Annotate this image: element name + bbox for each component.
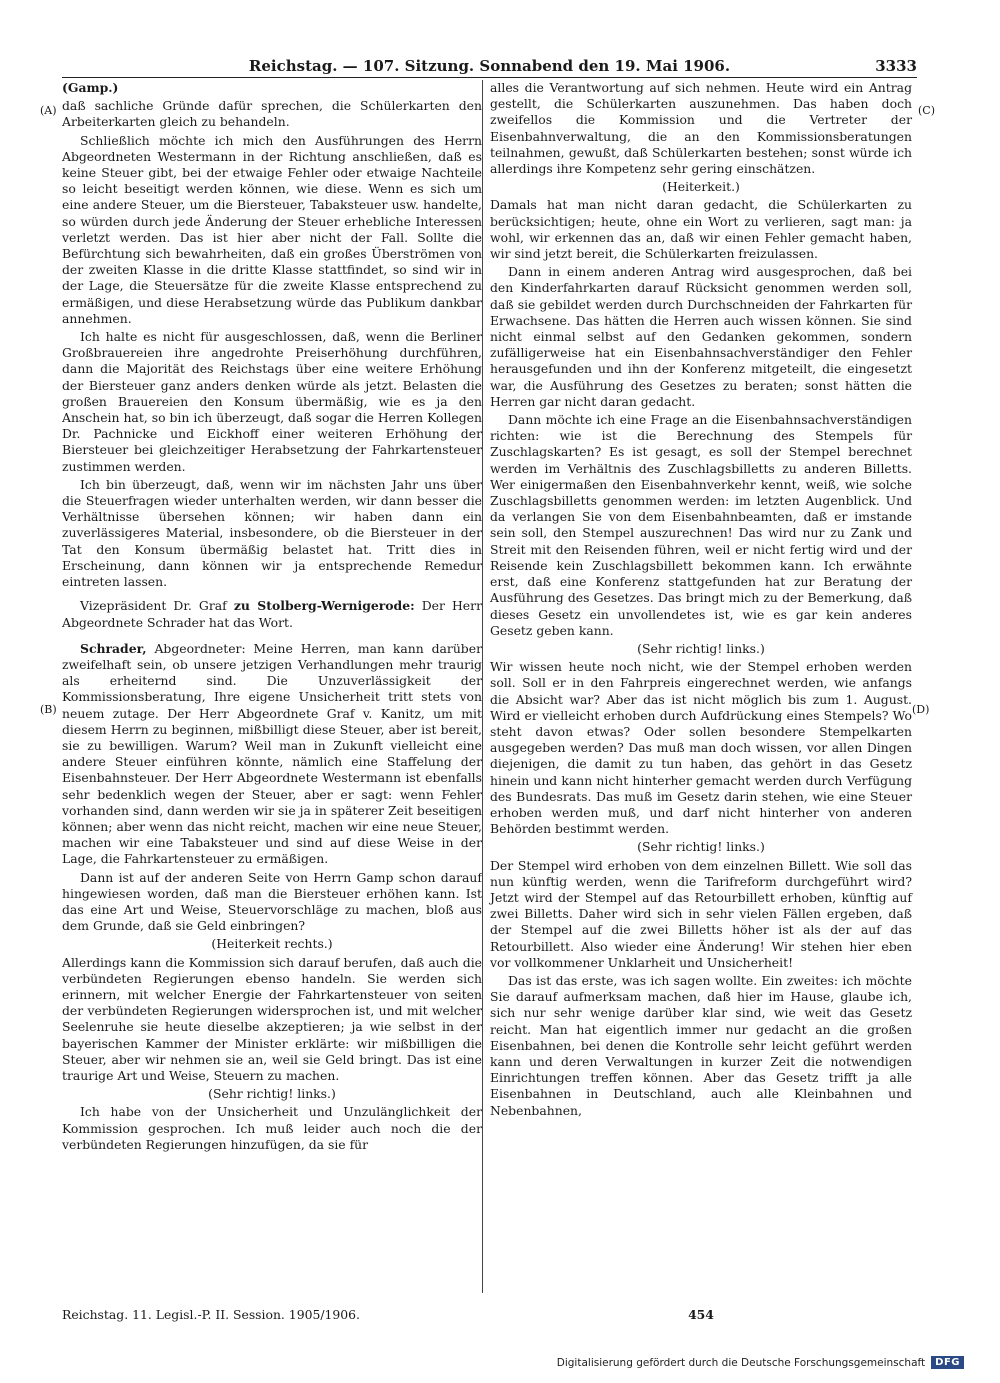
paragraph: daß sachliche Gründe dafür sprechen, die Schülerkarten den Arbeiterkarten gleich zu behandeln. bbox=[62, 98, 482, 130]
paragraph: alles die Verantwortung auf sich nehmen. Heute wird ein Antrag gestellt, die Schülerkarten auszunehmen. Das haben doch zweifellos die Kommission und die Vertreter der Eisenbahnverwaltung, die an den Kommissionsberatungen teilnahmen, gewußt, daß Schülerkarten bestehen; sonst würde ich allerdings ihre Kompetenz sehr gering einschätzen. bbox=[490, 80, 912, 177]
paragraph: Schließlich möchte ich mich den Ausführungen des Herrn Abgeordneten Westermann in der Richtung anschließen, daß es keine Steuer gibt, bei der etwaige Fehler oder etwaige Nachteile so leicht beseitigt werden können, wie diese. Wenn es sich um eine andere Steuer, um die Biersteuer, Tabaksteuer usw. handelte, so würden durch jede Änderung der Steuer erhebliche Interessen verletzt werden. Das ist hier aber nicht der Fall. Sollte die Befürchtung sich bewahrheiten, daß ein großes Überströmen von der zweiten Klasse in die dritte Klasse stattfindet, so sind wir in der Lage, die Steuersätze für die zweite Klasse entsprechend zu ermäßigen, und diese Herabsetzung würde das Publikum dankbar annehmen. bbox=[62, 132, 482, 326]
footer-page-number: 454 bbox=[688, 1307, 714, 1322]
left-column bbox=[62, 80, 482, 1155]
interjection: (Sehr richtig! links.) bbox=[637, 839, 765, 855]
dfg-logo-icon: DFG bbox=[931, 1356, 964, 1369]
interjection: (Heiterkeit.) bbox=[662, 179, 740, 195]
speech-text: Abgeordneter: Meine Herren, man kann darüber zweifelhaft sein, ob unsere jetzigen Verhandlungen mehr traurig als erheiternd sind. Die Unzuverlässigkeit der Kommissionsberatung, Ihre eigene Unsicherheit tritt stets von neuem zutage. Der Herr Abgeordnete Graf v. Kanitz, um mit diesem Herrn zu beginnen, mißbilligt diese Steuer, aber ist bereit, sie zu bewilligen. Warum? Weil man in Zukunft vielleicht eine andere Steuer einführen könnte, nämlich eine Staffelung der Eisenbahnsteuer. Der Herr Abgeordnete Westermann ist ebenfalls sehr bedenklich wegen der Steuer, aber er sagt: wenn Fehler vorhanden sind, dann werden wir sie ja in späterer Zeit beseitigen können; aber wenn das nicht reicht, machen wir eine neue Steuer, machen wir eine Tabaksteuer und sind auf diese Weise in der Lage, die Fahrkartensteuer zu ermäßigen. bbox=[62, 640, 482, 867]
page-header bbox=[62, 55, 917, 77]
margin-marker-a: (A) bbox=[40, 104, 57, 117]
paragraph: Ich bin überzeugt, daß, wenn wir im nächsten Jahr uns über die Steuerfragen wieder unterhalten werden, wir dann besser die Verhältnisse übersehen können; wir haben dann ein zuverlässigeres Material, insbesondere, ob die Biersteuer in der Tat den Konsum übermäßig belastet hat. Tritt dies in Erscheinung, dann können wir ja entsprechende Remedur eintreten lassen. bbox=[62, 476, 482, 590]
paragraph: Ich halte es nicht für ausgeschlossen, daß, wenn die Berliner Großbrauereien ihre angedrohte Preiserhöhung durchführen, dann die Majorität des Reichstags über eine weitere Erhöhung der Biersteuer ganz anders denken würde als jetzt. Belasten die großen Brauereien den Konsum übermäßig, wie es ja den Anschein hat, so bin ich überzeugt, daß sogar die Herren Kollegen Dr. Pachnicke und Eickhoff einer weiteren Erhöhung der Biersteuer bei gleichzeitiger Herabsetzung der Fahrkartensteuer zustimmen werden. bbox=[62, 329, 482, 474]
vp-prefix: Vizepräsident Dr. Graf bbox=[80, 598, 234, 614]
paragraph: Das ist das erste, was ich sagen wollte. Ein zweites: ich möchte Sie darauf aufmerksam machen, daß hier im Hause, glaube ich, sich nur sehr wenige darüber klar sind, wie weit das Gesetz reicht. Man hat eigentlich immer nur gedacht an die großen Eisenbahnen, bei denen die Kontrolle sehr leicht geführt werden kann und deren Verwaltungen in kurzer Zeit die notwendigen Einrichtungen treffen können. Aber das Gesetz trifft ja alle Eisenbahnen in Deutschland, auch alle Kleinbahnen und Nebenbahnen, bbox=[490, 972, 912, 1118]
header-title: Reichstag. — 107. Sitzung. Sonnabend den 19. Mai 1906. bbox=[248, 57, 731, 75]
margin-marker-c: (C) bbox=[918, 104, 935, 117]
vp-text: Der Herr Abgeordnete Schrader hat das Wort. bbox=[62, 598, 482, 630]
header-page-number: 3333 bbox=[875, 57, 917, 75]
page-footer: Reichstag. 11. Legisl.-P. II. Session. 1905/1906. bbox=[62, 1307, 360, 1322]
vp-name: zu Stolberg-Wernigerode: bbox=[233, 598, 415, 614]
column-divider bbox=[482, 80, 483, 1293]
schrader-speech bbox=[62, 641, 482, 868]
right-column bbox=[490, 80, 912, 1121]
paragraph: Wir wissen heute noch nicht, wie der Stempel erhoben werden soll. Soll er in den Fahrpreis eingerechnet werden, wie anfangs die Absicht war? Aber das ist nicht möglich bis zum 1. August. Wird er vielleicht erhoben durch Aufdrückung eines Stempels? Wo steht davon etwas? Oder sollen besondere Stempelkarten ausgegeben werden? Das muß man doch wissen, vor allen Dingen diejenigen, die damit zu tun haben, das gehört in das Gesetz hinein und kann nicht hinterher gemacht werden durch Verfügung des Bundesrats. Das muß im Gesetz darin stehen, wie eine Steuer erhoben werden muß, und darf nicht hinterher von anderen Behörden bestimmt werden. bbox=[490, 659, 912, 837]
interjection: (Sehr richtig! links.) bbox=[208, 1086, 336, 1102]
paragraph: Allerdings kann die Kommission sich darauf berufen, daß auch die verbündeten Regierungen ebenso handeln. Sie werden sich erinnern, mit welcher Energie der Fahrkartensteuer von seiten der verbündeten Regierungen widersprochen ist, und mit welcher Seelenruhe sie heute dieselbe akzeptieren; ja wie selbst in der bayerischen Kammer der Minister erklärte: wir mißbilligen die Steuer, aber wir nehmen sie an, weil sie Geld bringt. Das ist eine traurige Art und Weise, Steuern zu machen. bbox=[62, 954, 482, 1083]
interjection: (Sehr richtig! links.) bbox=[637, 640, 765, 656]
paragraph: Dann ist auf der anderen Seite von Herrn Gamp schon darauf hingewiesen worden, daß man die Biersteuer erhöhen kann. Ist das eine Art und Weise, Steuervorschläge zu machen, bloß aus dem Grunde, daß sie Geld einbringen? bbox=[62, 869, 482, 934]
paragraph: Ich habe von der Unsicherheit und Unzulänglichkeit der Kommission gesprochen. Ich muß leider auch noch die der verbündeten Regierungen hinzufügen, da sie für bbox=[62, 1104, 482, 1152]
speaker-name: Schrader, bbox=[80, 640, 147, 656]
digitization-credit bbox=[557, 1356, 964, 1369]
paragraph: Der Stempel wird erhoben von dem einzelnen Billett. Wie soll das nun künftig werden, wenn die Tarifreform durchgeführt wird? Jetzt wird der Stempel auf das Retourbillett erhoben, künftig auf zwei Billetts. Daher wird sich in sehr vielen Fällen ergeben, daß der Stempel auf die zwei Billetts höher ist als der auf das Retourbillett. Also wieder eine Änderung! Wir stehen hier eben vor vollkommener Unklarheit und Unsicherheit! bbox=[490, 857, 912, 970]
margin-marker-b: (B) bbox=[40, 703, 57, 716]
paragraph: Dann möchte ich eine Frage an die Eisenbahnsachverständigen richten: wie ist die Berechnung des Stempels für Zuschlagskarten? Es ist gesagt, es soll der Stempel berechnet werden im Verhältnis des Zuschlagsbilletts zu anderen Billetts. Wer einigermaßen den Eisenbahnverkehr kennt, weiß, wie solche Zuschlagsbilletts genommen werden: im letzten Augenblick. Und da verlangen Sie von dem Eisenbahnbeamten, daß er imstande sein soll, den Stempel auszurechnen! Das wird nur zu Zank und Streit mit den Reisenden führen, weil er nicht fertig wird und der Reisende kein Zuschlagsbillett bekommen kann. Ich erwähnte erst, daß eine Konferenz stattgefunden hat zur Beratung der Ausführung des Gesetzes. Das bringt mich zu der Bemerkung, daß dieses Gesetz ein unvollendetes ist, wie es gar kein anderes Gesetz geben kann. bbox=[490, 412, 912, 638]
interjection: (Heiterkeit rechts.) bbox=[211, 936, 333, 952]
speaker-continued: (Gamp.) bbox=[62, 80, 119, 95]
vice-president-speech bbox=[62, 598, 482, 630]
paragraph: Damals hat man nicht daran gedacht, die Schülerkarten zu berücksichtigen; heute, ohne ein Wort zu verlieren, sagt man: ja wohl, wir erkennen das an, daß wir einen Fehler gemacht haben, wir sind jetzt bereit, die Schülerkarten freizulassen. bbox=[490, 197, 912, 262]
header-rule bbox=[62, 77, 917, 78]
margin-marker-d: (D) bbox=[912, 703, 930, 716]
credit-text: Digitalisierung gefördert durch die Deutsche Forschungsgemeinschaft bbox=[556, 1356, 926, 1369]
paragraph: Dann in einem anderen Antrag wird ausgesprochen, daß bei den Kinderfahrkarten darauf Rücksicht genommen werden soll, daß sie gebildet werden durch Durchschneiden der Fahrkarten für Erwachsene. Das hätten die Herren auch wissen können. Sie sind nicht einmal selbst auf den Gedanken gekommen, sondern zufälligerweise hat ein Eisenbahnsachverständiger den Fehler herausgefunden und ihn der Konferenz mitgeteilt, die eingesetzt war, die Ausführung des Gesetzes zu beraten; sonst hätten die Herren gar nicht daran gedacht. bbox=[490, 264, 912, 409]
